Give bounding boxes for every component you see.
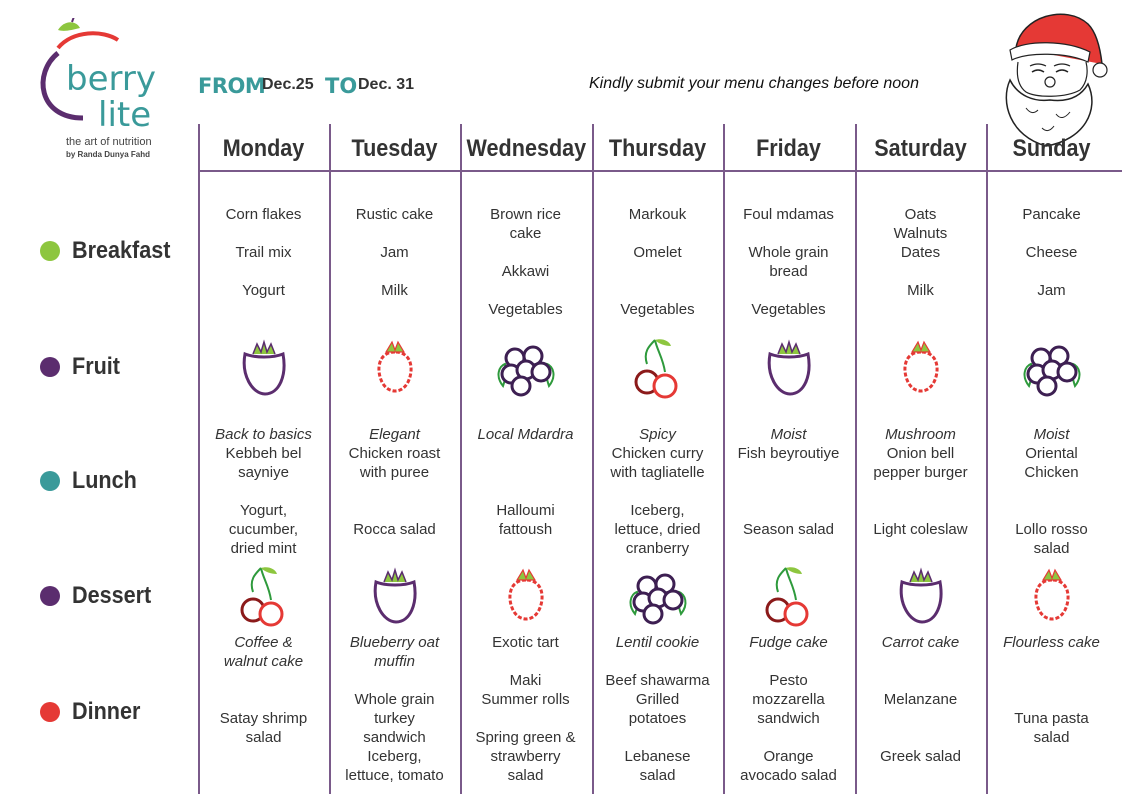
dinner-friday [723, 671, 854, 785]
menu-line [855, 671, 986, 690]
menu-line: turkey [374, 710, 415, 727]
menu-line: Greek salad [880, 748, 961, 765]
menu-line: Orange [763, 748, 814, 765]
menu-line: Corn flakes [225, 206, 302, 223]
cherries-icon [625, 336, 691, 402]
meal-label-dinner [40, 697, 148, 727]
menu-line [460, 243, 591, 262]
menu-line: Summer rolls [481, 691, 570, 708]
menu-line: Beef shawarma [605, 672, 710, 689]
dinner-wednesday [460, 671, 591, 785]
blueberries-icon [493, 336, 559, 402]
fruit-thursday [625, 336, 691, 402]
menu-line [592, 262, 723, 281]
menu-line: avocado salad [740, 767, 837, 784]
to-label: TO [325, 74, 358, 98]
lunch-title: Mushroom [885, 426, 956, 443]
menu-line: lettuce, tomato [345, 767, 444, 784]
dinner-saturday [855, 671, 986, 766]
day-header-thursday: Thursday [608, 135, 707, 162]
menu-line: Tuna pasta [1014, 710, 1089, 727]
menu-line: sayniye [238, 464, 289, 481]
dessert-fruit-monday [231, 564, 297, 630]
menu-line: Milk [907, 282, 934, 299]
menu-line [329, 482, 460, 501]
dinner-sunday [986, 671, 1117, 747]
menu-line [723, 224, 854, 243]
day-header-sunday: Sunday [1012, 135, 1091, 162]
fruit-sunday [1019, 336, 1085, 402]
menu-line [986, 690, 1117, 709]
menu-line: Foul mdamas [743, 206, 834, 223]
menu-line [198, 690, 329, 709]
dessert-fruit-wednesday [493, 564, 559, 630]
menu-line [855, 709, 986, 728]
menu-line: with tagliatelle [610, 464, 705, 481]
breakfast-saturday [855, 205, 986, 300]
start-date: Dec.25 [262, 76, 314, 93]
cherries-icon [231, 564, 297, 630]
lunch-dot-icon [40, 471, 60, 491]
fig-icon [756, 336, 822, 402]
lunch-thursday [592, 425, 723, 558]
lunch-wednesday [460, 425, 591, 539]
menu-line: Vegetables [488, 301, 563, 318]
meal-label-text: Lunch [72, 467, 137, 494]
fruit-wednesday [493, 336, 559, 402]
menu-line: Grilled [635, 691, 680, 708]
meal-label-text: Breakfast [72, 237, 171, 264]
menu-line [198, 671, 329, 690]
raspberry-icon [1019, 564, 1085, 630]
dinner-tuesday [329, 671, 460, 785]
menu-line: Light coleslaw [873, 521, 968, 538]
breakfast-dot-icon [40, 241, 60, 261]
menu-line: Omelet [633, 244, 682, 261]
menu-line: Lebanese [624, 748, 691, 765]
logo-name-top: berry [66, 59, 156, 99]
menu-line [592, 224, 723, 243]
dinner-dot-icon [40, 702, 60, 722]
lunch-title: Elegant [369, 426, 420, 443]
meal-label-fruit [40, 352, 125, 382]
meal-label-text: Fruit [72, 353, 120, 380]
meal-label-text: Dinner [72, 698, 141, 725]
dessert-thursday: Lentil cookie [615, 634, 700, 651]
day-header-saturday: Saturday [874, 135, 967, 162]
logo-byline: by Randa Dunya Fahd [66, 150, 151, 159]
menu-line [329, 671, 460, 690]
end-date: Dec. 31 [358, 76, 415, 93]
menu-line: Trail mix [235, 244, 292, 261]
menu-line: Rocca salad [353, 521, 436, 538]
menu-line: Melanzane [883, 691, 958, 708]
lunch-title: Local Mdardra [477, 426, 574, 443]
menu-line: Fish beyroutiye [737, 445, 840, 462]
meal-label-text: Dessert [72, 582, 152, 609]
menu-line: pepper burger [873, 464, 968, 481]
logo-name-bottom: lite [98, 95, 152, 133]
menu-line: Akkawi [501, 263, 550, 280]
fig-icon [362, 564, 428, 630]
menu-line: Chicken roast [348, 445, 441, 462]
menu-line: strawberry [490, 748, 561, 765]
from-label: FROM [198, 74, 266, 98]
blueberries-icon [1019, 336, 1085, 402]
fig-icon [888, 564, 954, 630]
dessert-fruit-sunday [1019, 564, 1085, 630]
dinner-monday [198, 671, 329, 747]
menu-line [986, 482, 1117, 501]
dessert-fruit-friday [756, 564, 822, 630]
menu-line: Whole grain [354, 691, 435, 708]
menu-line: salad [1033, 540, 1070, 557]
menu-line: Oats [904, 206, 937, 223]
menu-line: Vegetables [620, 301, 695, 318]
lunch-monday [198, 425, 329, 558]
menu-line [592, 281, 723, 300]
menu-line: Yogurt, [240, 502, 287, 519]
menu-line [723, 501, 854, 520]
dessert-saturday: Carrot cake [881, 634, 960, 651]
dessert-fruit-tuesday [362, 564, 428, 630]
menu-line [198, 224, 329, 243]
day-header-wednesday: Wednesday [466, 135, 587, 162]
meal-label-dessert [40, 581, 160, 611]
menu-line: Satay shrimp [219, 710, 308, 727]
menu-line: salad [245, 729, 282, 746]
fruit-dot-icon [40, 357, 60, 377]
menu-line: Iceberg, [367, 748, 422, 765]
menu-line: Maki [509, 672, 542, 689]
lunch-title: Spicy [639, 426, 676, 443]
lunch-title: Moist [770, 426, 807, 443]
fruit-friday [756, 336, 822, 402]
lunch-title: Back to basics [215, 426, 312, 443]
fruit-saturday [888, 336, 954, 402]
menu-line: Pancake [1022, 206, 1081, 223]
menu-line [329, 262, 460, 281]
menu-line [460, 463, 591, 482]
menu-line: bread [769, 263, 808, 280]
menu-line: cucumber, [228, 521, 299, 538]
fig-icon [231, 336, 297, 402]
menu-line: salad [639, 767, 676, 784]
day-header-tuesday: Tuesday [351, 135, 438, 162]
dessert-tuesday: Blueberry oat muffin [349, 634, 440, 670]
menu-line [723, 728, 854, 747]
menu-line: Brown rice [490, 206, 561, 223]
cherries-icon [756, 564, 822, 630]
menu-line [723, 482, 854, 501]
lunch-friday [723, 425, 854, 539]
menu-line: dried mint [230, 540, 297, 557]
menu-line: Season salad [743, 521, 834, 538]
menu-line: Whole grain [748, 244, 829, 261]
breakfast-friday [723, 205, 854, 319]
meal-label-lunch [40, 466, 144, 496]
menu-line [723, 281, 854, 300]
menu-line: Chicken [1024, 464, 1079, 481]
menu-line: sandwich [363, 729, 426, 746]
raspberry-icon [888, 336, 954, 402]
header-divider [198, 170, 1122, 172]
menu-line: Rustic cake [355, 206, 434, 223]
menu-line [986, 224, 1117, 243]
menu-line [460, 709, 591, 728]
dinner-thursday [592, 671, 723, 785]
menu-line [329, 501, 460, 520]
menu-line: potatoes [628, 710, 687, 727]
logo-graphic [28, 18, 178, 133]
dessert-wednesday: Exotic tart [492, 634, 559, 651]
menu-line [855, 482, 986, 501]
menu-line [855, 262, 986, 281]
menu-line: Vegetables [751, 301, 826, 318]
fruit-tuesday [362, 336, 428, 402]
menu-line: cranberry [625, 540, 690, 557]
logo-tagline: the art of nutrition [66, 136, 152, 148]
lunch-sunday [986, 425, 1117, 558]
meal-label-breakfast [40, 236, 181, 266]
breakfast-thursday [592, 205, 723, 319]
menu-line: Cheese [1025, 244, 1078, 261]
menu-line: Markouk [628, 206, 687, 223]
menu-line: with puree [359, 464, 430, 481]
menu-line [198, 482, 329, 501]
menu-line: Lollo rosso [1015, 521, 1088, 538]
blueberries-icon [625, 564, 691, 630]
menu-line: Halloumi [496, 502, 555, 519]
menu-line: Chicken curry [611, 445, 704, 462]
menu-line: sandwich [757, 710, 820, 727]
menu-line: lettuce, dried [614, 521, 701, 538]
santa-icon [996, 6, 1108, 156]
menu-line: salad [507, 767, 544, 784]
menu-line: Onion bell [886, 445, 955, 462]
menu-line: mozzarella [752, 691, 825, 708]
menu-line: Jam [1037, 282, 1066, 299]
dessert-monday: Coffee & walnut cake [223, 634, 304, 670]
fruit-monday [231, 336, 297, 402]
menu-line [723, 463, 854, 482]
menu-line [986, 671, 1117, 690]
dessert-sunday: Flourless cake [1003, 634, 1100, 651]
brand-logo [28, 18, 178, 168]
menu-line: Dates [900, 244, 941, 261]
menu-line: salad [1033, 729, 1070, 746]
menu-line: Kebbeh bel [225, 445, 302, 462]
day-header-monday: Monday [222, 135, 305, 162]
lunch-title: Moist [1033, 426, 1070, 443]
menu-line: Spring green & [475, 729, 576, 746]
breakfast-sunday [986, 205, 1117, 300]
raspberry-icon [362, 336, 428, 402]
lunch-tuesday [329, 425, 460, 539]
menu-line [855, 501, 986, 520]
menu-line [460, 482, 591, 501]
menu-line [198, 262, 329, 281]
menu-line [986, 262, 1117, 281]
menu-line: Milk [381, 282, 408, 299]
menu-line [592, 728, 723, 747]
menu-line: Jam [380, 244, 409, 261]
menu-line [592, 482, 723, 501]
dessert-dot-icon [40, 586, 60, 606]
menu-line: fattoush [498, 521, 553, 538]
raspberry-icon [493, 564, 559, 630]
submission-note: Kindly submit your menu changes before noon [589, 75, 919, 92]
menu-line [460, 281, 591, 300]
menu-line: Walnuts [893, 225, 948, 242]
breakfast-tuesday [329, 205, 460, 300]
menu-line: Iceberg, [630, 502, 685, 519]
dessert-fruit-thursday [625, 564, 691, 630]
menu-line: Oriental [1025, 445, 1078, 462]
menu-line [986, 501, 1117, 520]
day-header-friday: Friday [756, 135, 821, 162]
breakfast-wednesday [460, 205, 591, 319]
dessert-fruit-saturday [888, 564, 954, 630]
lunch-saturday [855, 425, 986, 539]
breakfast-monday [198, 205, 329, 300]
menu-line: Pesto [769, 672, 808, 689]
dessert-friday: Fudge cake [749, 634, 828, 651]
menu-line [855, 728, 986, 747]
menu-line: Yogurt [242, 282, 285, 299]
menu-line [329, 224, 460, 243]
menu-line: cake [509, 225, 542, 242]
menu-line [460, 444, 591, 463]
